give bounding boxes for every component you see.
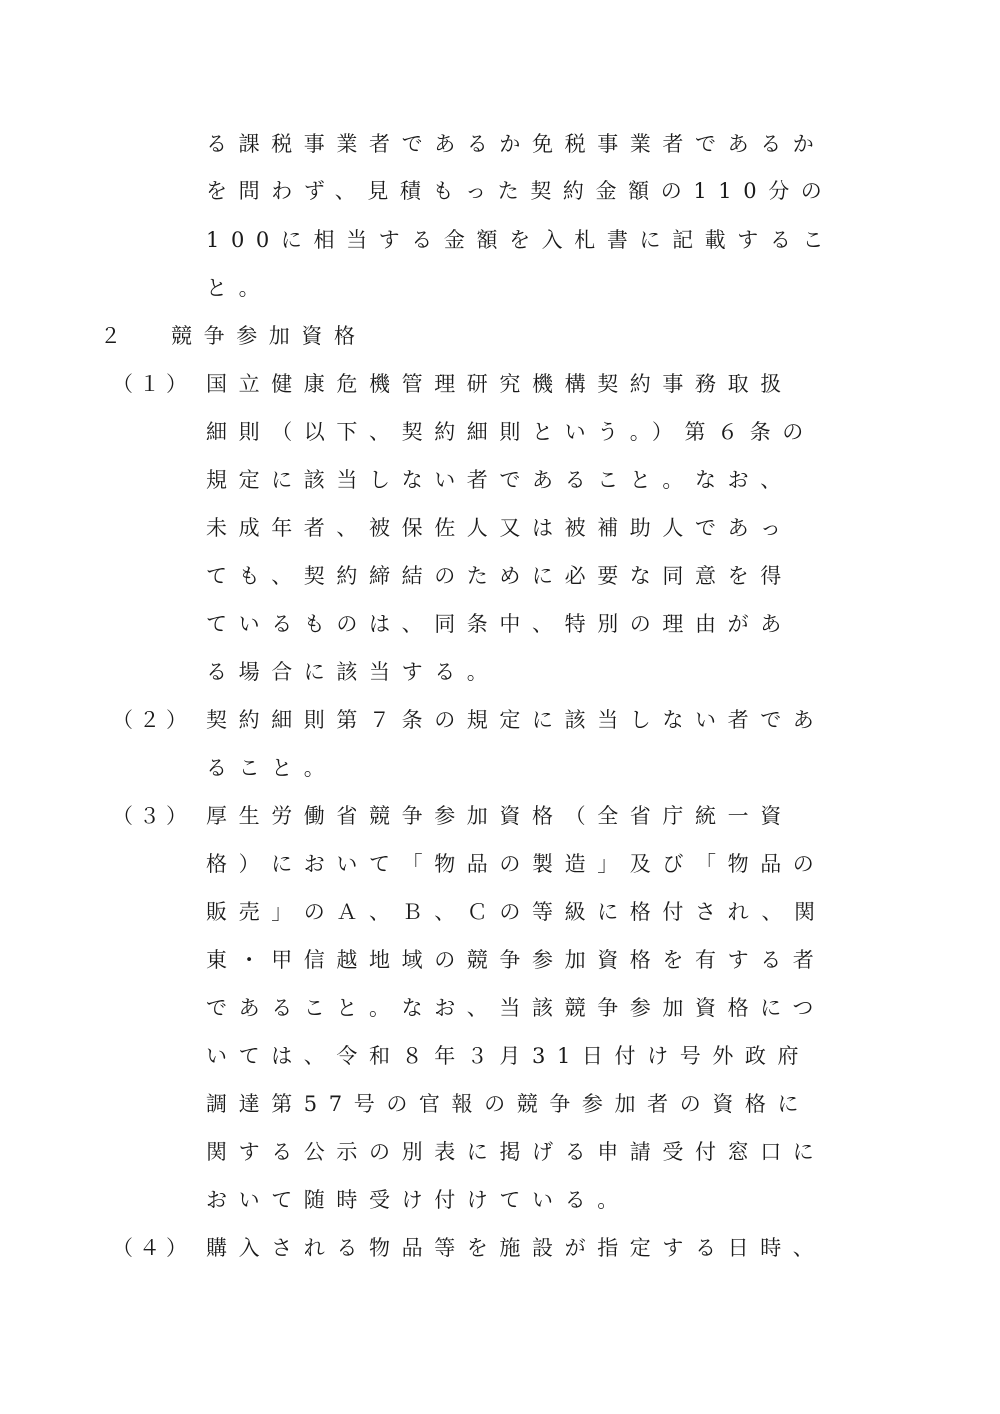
item-number: （４）: [112, 1236, 193, 1260]
text-line: 調達第57号の官報の競争参加者の資格に: [206, 1092, 811, 1116]
section-number: ２: [100, 324, 127, 348]
text-line: 国立健康危機管理研究機構契約事務取扱: [206, 372, 793, 396]
section-heading: 競争参加資格: [171, 324, 367, 348]
text-line: 格）において「物品の製造」及び「物品の: [206, 852, 826, 876]
text-line: であること。なお、当該競争参加資格につ: [206, 996, 825, 1020]
text-line: 未成年者、被保佐人又は被補助人であっ: [206, 516, 793, 540]
text-line: 規定に該当しない者であること。なお、: [206, 468, 793, 492]
text-line: 契約細則第７条の規定に該当しない者であ: [206, 708, 826, 732]
text-line: る場合に該当する。: [206, 660, 500, 684]
text-line: を問わず、見積もった契約金額の110分の: [206, 179, 834, 203]
item-number: （３）: [112, 804, 193, 828]
text-line: 関する公示の別表に掲げる申請受付窓口に: [206, 1140, 826, 1164]
text-line: 100に相当する金額を入札書に記載するこ: [206, 228, 836, 252]
text-line: 細則（以下、契約細則という。）第６条の: [206, 420, 815, 444]
text-line: いては、令和８年３月31日付け号外政府: [206, 1044, 811, 1068]
item-number: （１）: [112, 372, 193, 396]
text-line: 東・甲信越地域の競争参加資格を有する者: [206, 948, 826, 972]
text-line: と。: [206, 276, 272, 300]
text-line: 販売」のＡ、Ｂ、Ｃの等級に格付され、関: [206, 900, 827, 924]
text-line: ても、契約締結のために必要な同意を得: [206, 564, 793, 588]
text-line: おいて随時受け付けている。: [206, 1188, 630, 1212]
text-line: る課税事業者であるか免税事業者であるか: [206, 132, 826, 156]
text-line: 購入される物品等を施設が指定する日時、: [206, 1236, 826, 1260]
item-number: （２）: [112, 708, 193, 732]
text-line: ているものは、同条中、特別の理由があ: [206, 612, 793, 636]
text-line: ること。: [206, 756, 337, 780]
text-line: 厚生労働省競争参加資格（全省庁統一資: [206, 804, 793, 828]
